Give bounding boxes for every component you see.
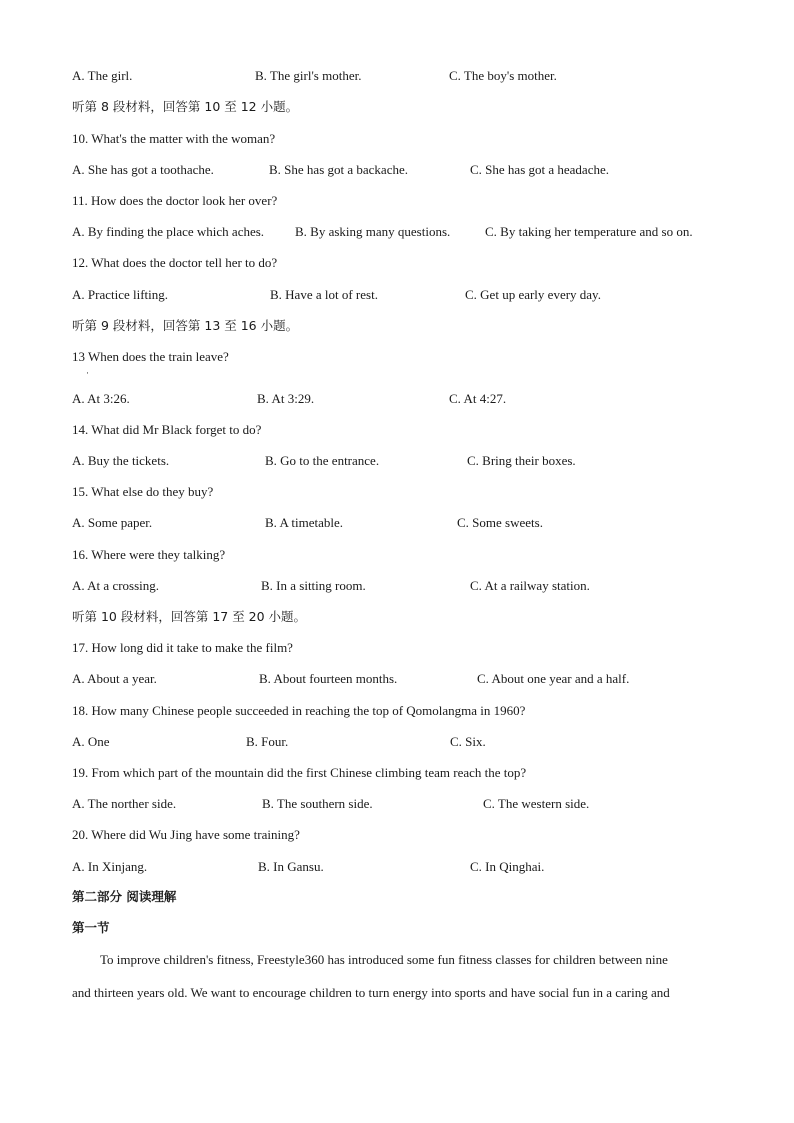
q10-option-a: A. She has got a toothache. — [72, 162, 214, 177]
q9-option-c: C. The boy's mother. — [449, 68, 557, 83]
q11-option-c: C. By taking her temperature and so on. — [485, 224, 693, 239]
q16-option-c: C. At a railway station. — [470, 578, 590, 593]
q17-option-a: A. About a year. — [72, 671, 157, 686]
stray-dot: · — [86, 368, 89, 378]
q20-option-b: B. In Gansu. — [258, 859, 324, 874]
q18-option-c: C. Six. — [450, 734, 486, 749]
q14-option-b: B. Go to the entrance. — [265, 453, 380, 468]
passage-line-2: and thirteen years old. We want to encourage children to turn energy into sports and have social fun in a caring and — [72, 985, 670, 1000]
q15-option-c: C. Some sweets. — [457, 515, 543, 530]
q19-option-b: B. The southern side. — [262, 796, 373, 811]
q15-option-a: A. Some paper. — [72, 515, 153, 530]
q17-option-c: C. About one year and a half. — [477, 671, 630, 686]
q19-option-a: A. The norther side. — [72, 796, 177, 811]
passage-line-1: To improve children's fitness, Freestyle360 has introduced some fun fitness classes for children between nine — [100, 952, 668, 967]
q9-option-a: A. The girl. — [72, 68, 133, 83]
q13-question: 13 When does the train leave? — [72, 349, 229, 364]
q17-option-b: B. About fourteen months. — [259, 671, 398, 686]
q9-option-b: B. The girl's mother. — [255, 68, 362, 83]
section10-instruction: 听第 10 段材料，回答第 17 至 20 小题。 — [72, 609, 307, 624]
q16-option-b: B. In a sitting room. — [261, 578, 366, 593]
q12-question: 12. What does the doctor tell her to do? — [72, 255, 278, 270]
q10-question: 10. What's the matter with the woman? — [72, 131, 276, 146]
q18-option-b: B. Four. — [246, 734, 289, 749]
q12-option-a: A. Practice lifting. — [72, 287, 169, 302]
q13-option-a: A. At 3:26. — [72, 391, 130, 406]
q20-option-a: A. In Xinjang. — [72, 859, 148, 874]
q19-question: 19. From which part of the mountain did the first Chinese climbing team reach the top? — [72, 765, 527, 780]
q14-question: 14. What did Mr Black forget to do? — [72, 422, 262, 437]
q15-question: 15. What else do they buy? — [72, 484, 214, 499]
part2-title: 第二部分 阅读理解 — [72, 889, 177, 904]
q17-question: 17. How long did it take to make the film? — [72, 640, 293, 655]
q12-option-c: C. Get up early every day. — [465, 287, 601, 302]
section9-instruction: 听第 9 段材料，回答第 13 至 16 小题。 — [72, 318, 299, 333]
q18-option-a: A. One — [72, 734, 110, 749]
q10-option-b: B. She has got a backache. — [269, 162, 408, 177]
q14-option-c: C. Bring their boxes. — [467, 453, 576, 468]
q13-option-b: B. At 3:29. — [257, 391, 315, 406]
section8-instruction: 听第 8 段材料，回答第 10 至 12 小题。 — [72, 99, 299, 114]
q13-option-c: C. At 4:27. — [449, 391, 507, 406]
q19-option-c: C. The western side. — [483, 796, 590, 811]
q20-option-c: C. In Qinghai. — [470, 859, 545, 874]
q14-option-a: A. Buy the tickets. — [72, 453, 170, 468]
q11-option-a: A. By finding the place which aches. — [72, 224, 265, 239]
section1-title: 第一节 — [72, 920, 110, 935]
q11-option-b: B. By asking many questions. — [295, 224, 451, 239]
q15-option-b: B. A timetable. — [265, 515, 343, 530]
q18-question: 18. How many Chinese people succeeded in reaching the top of Qomolangma in 1960? — [72, 703, 526, 718]
q10-option-c: C. She has got a headache. — [470, 162, 609, 177]
q11-question: 11. How does the doctor look her over? — [72, 193, 278, 208]
q20-question: 20. Where did Wu Jing have some training? — [72, 827, 300, 842]
q12-option-b: B. Have a lot of rest. — [270, 287, 378, 302]
q16-option-a: A. At a crossing. — [72, 578, 160, 593]
q16-question: 16. Where were they talking? — [72, 547, 226, 562]
